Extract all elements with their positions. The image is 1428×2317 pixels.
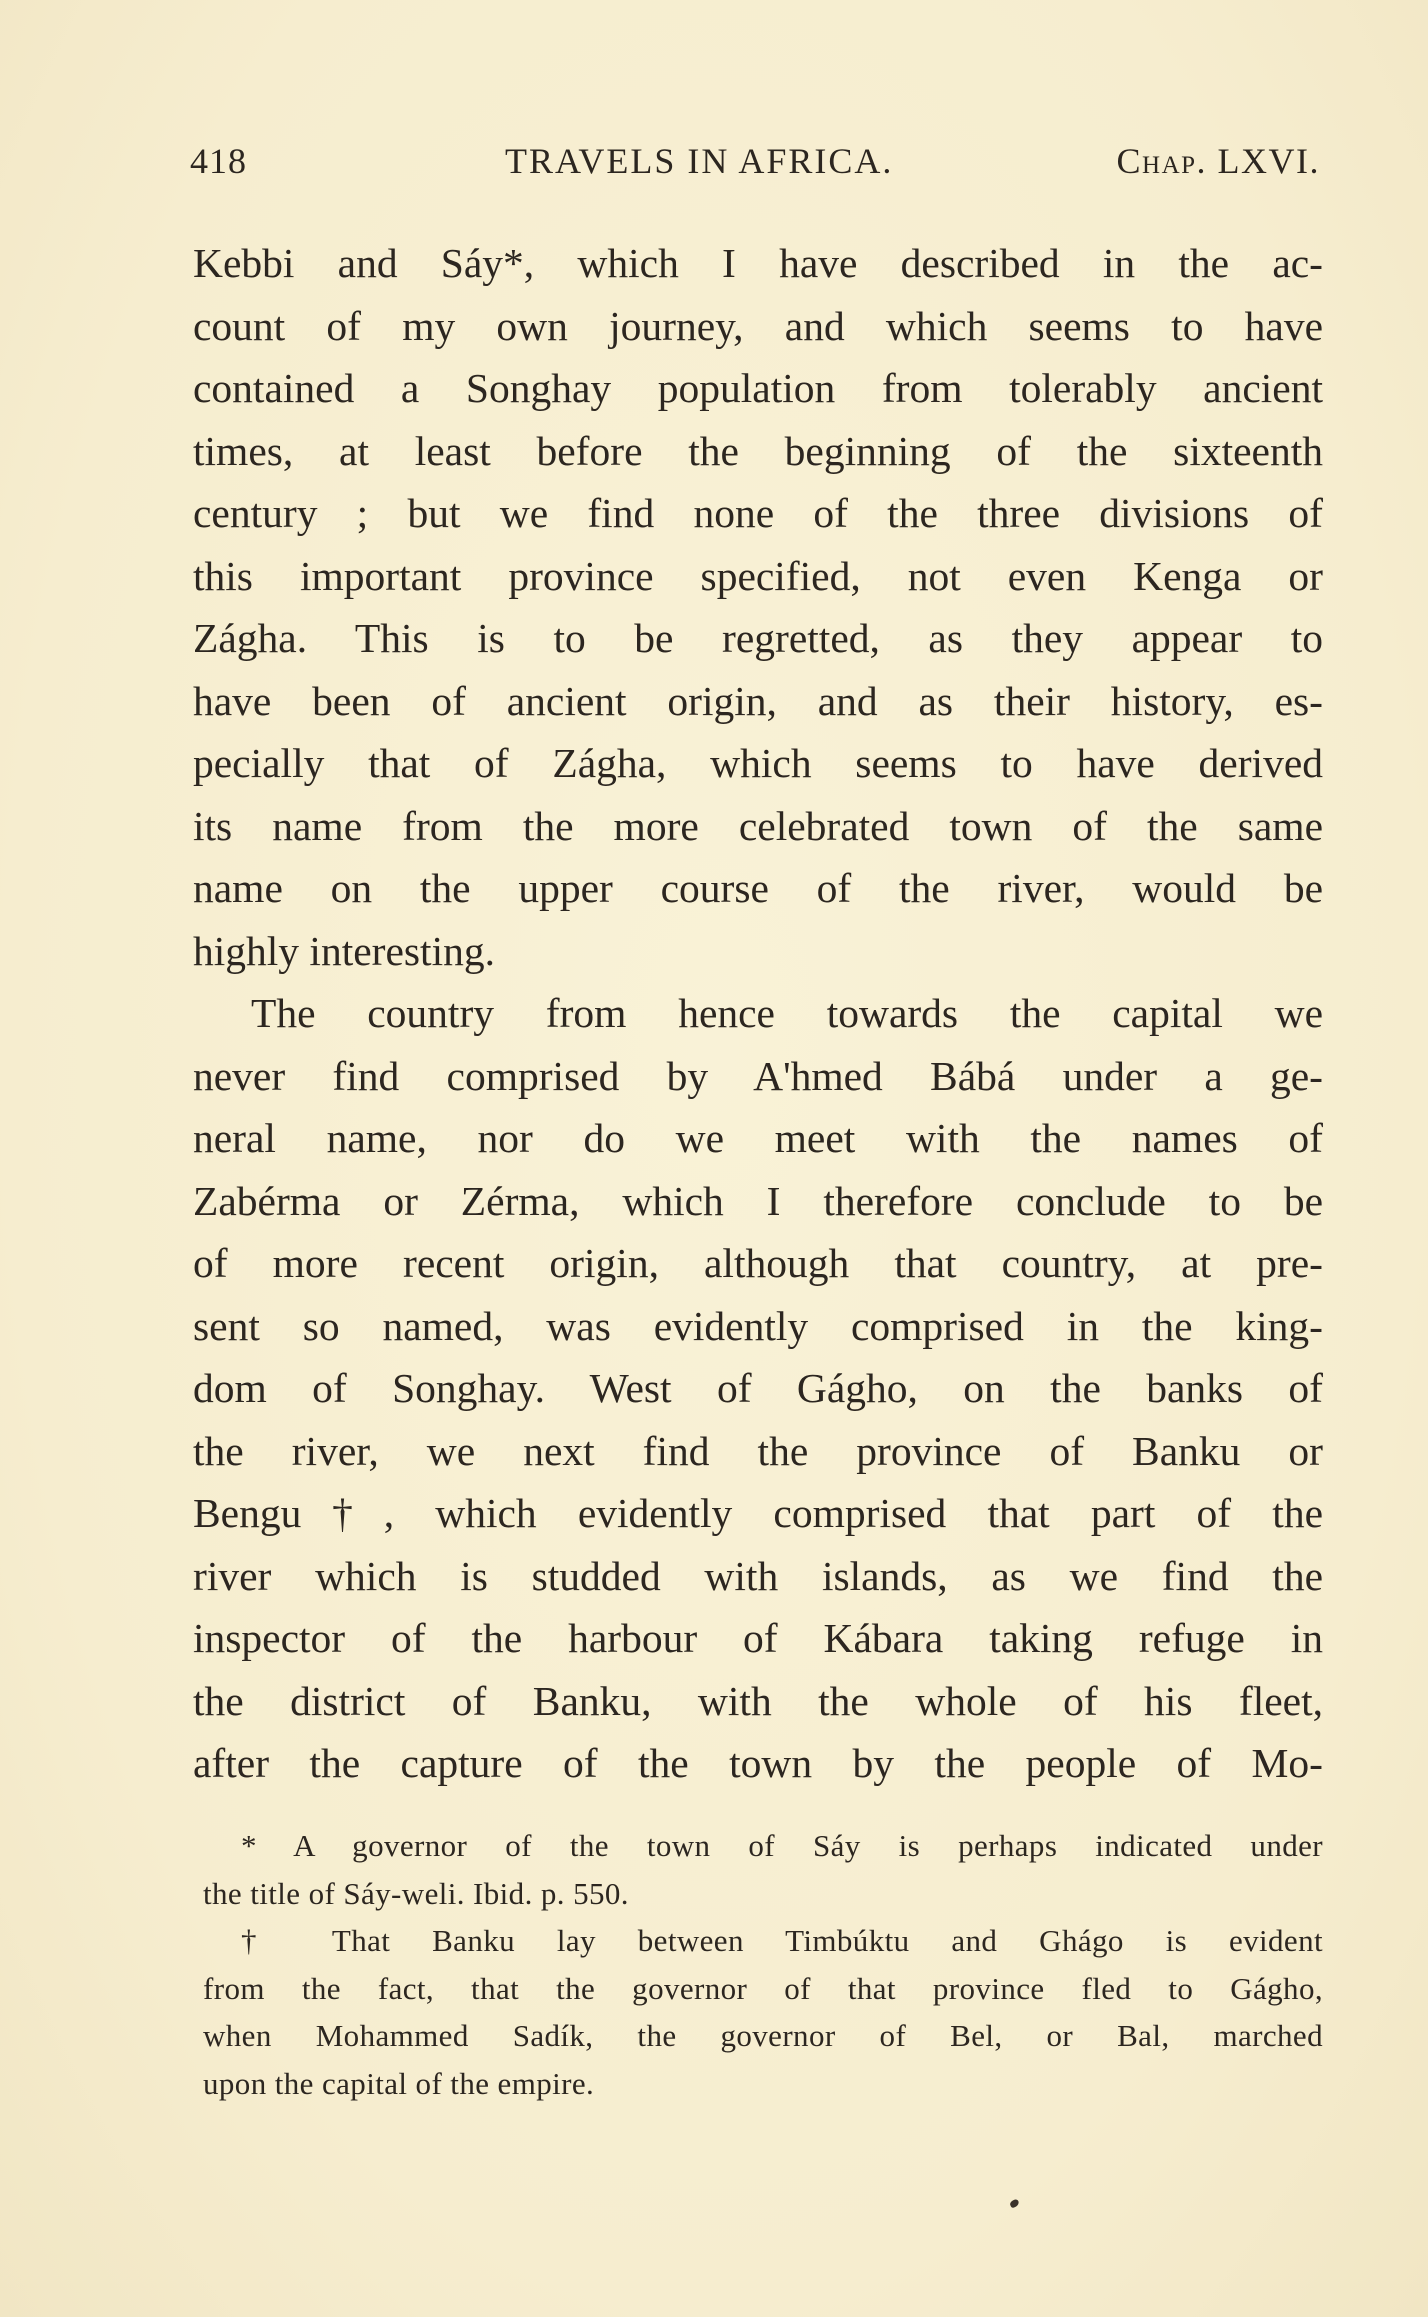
text-line: neral name, nor do we meet with the names of <box>193 1115 1323 1161</box>
text-line: the district of Banku, with the whole of his fleet, <box>193 1677 1323 1724</box>
text-line: Bengu†, which evidently comprised that part of the <box>193 1490 1323 1536</box>
footnote-dagger <box>203 1917 1323 2107</box>
chapter-label: Chap. LXVI. <box>1116 141 1320 181</box>
text-line: sent so named, was evidently comprised in the king- <box>193 1302 1323 1349</box>
text-line: dom of Songhay. West of Gágho, on the banks of <box>193 1365 1323 1411</box>
footnote-line: the title of Sáy-weli. Ibid. p. 550. <box>203 1875 629 1911</box>
text-line: The country from hence towards the capital we <box>251 990 1323 1036</box>
footnote-line: * A governor of the town of Sáy is perhaps indicated under <box>241 1828 1323 1863</box>
text-line: Zabérma or Zérma, which I therefore conclude to be <box>193 1177 1323 1224</box>
text-line: contained a Songhay population from tolerably ancient <box>193 365 1323 411</box>
footnote-line: upon the capital of the empire. <box>203 2065 595 2101</box>
text-line: times, at least before the beginning of the sixteenth <box>193 427 1323 474</box>
text-line: its name from the more celebrated town of the same <box>193 802 1323 849</box>
running-head <box>190 140 1320 190</box>
text-line: name on the upper course of the river, would be <box>193 865 1323 911</box>
footnote-line: when Mohammed Sadík, the governor of Bel, or Bal, marched <box>203 2018 1323 2053</box>
footnote-line: † That Banku lay between Timbúktu and Ghágo is evident <box>241 1923 1323 1958</box>
text-line: Zágha. This is to be regretted, as they appear to <box>193 615 1323 661</box>
running-title: TRAVELS IN AFRICA. <box>505 141 894 181</box>
footnote-asterisk <box>203 1822 1323 1917</box>
text-line: this important province specified, not even Kenga or <box>193 552 1323 599</box>
ink-speck <box>1009 2198 1020 2208</box>
text-line: after the capture of the town by the people of Mo- <box>193 1740 1323 1786</box>
text-line: inspector of the harbour of Kábara taking refuge in <box>193 1615 1323 1661</box>
text-line: highly interesting. <box>193 927 495 974</box>
text-line: never find comprised by A'hmed Bábá under a ge- <box>193 1052 1323 1099</box>
text-line: river which is studded with islands, as we find the <box>193 1552 1323 1599</box>
page-number: 418 <box>190 141 247 181</box>
text-line: century ; but we find none of the three divisions of <box>193 490 1323 536</box>
main-text <box>193 232 1323 1795</box>
footnote-line: from the fact, that the governor of that province fled to Gágho, <box>203 1970 1323 2006</box>
text-line: of more recent origin, although that country, at pre- <box>193 1240 1323 1286</box>
text-line: pecially that of Zágha, which seems to have derived <box>193 740 1323 786</box>
text-line: have been of ancient origin, and as their history, es- <box>193 677 1323 724</box>
text-line: count of my own journey, and which seems to have <box>193 302 1323 349</box>
text-line: Kebbi and Sáy*, which I have described in the ac- <box>193 240 1323 286</box>
text-line: the river, we next find the province of Banku or <box>193 1427 1323 1474</box>
footnotes <box>203 1822 1323 2107</box>
